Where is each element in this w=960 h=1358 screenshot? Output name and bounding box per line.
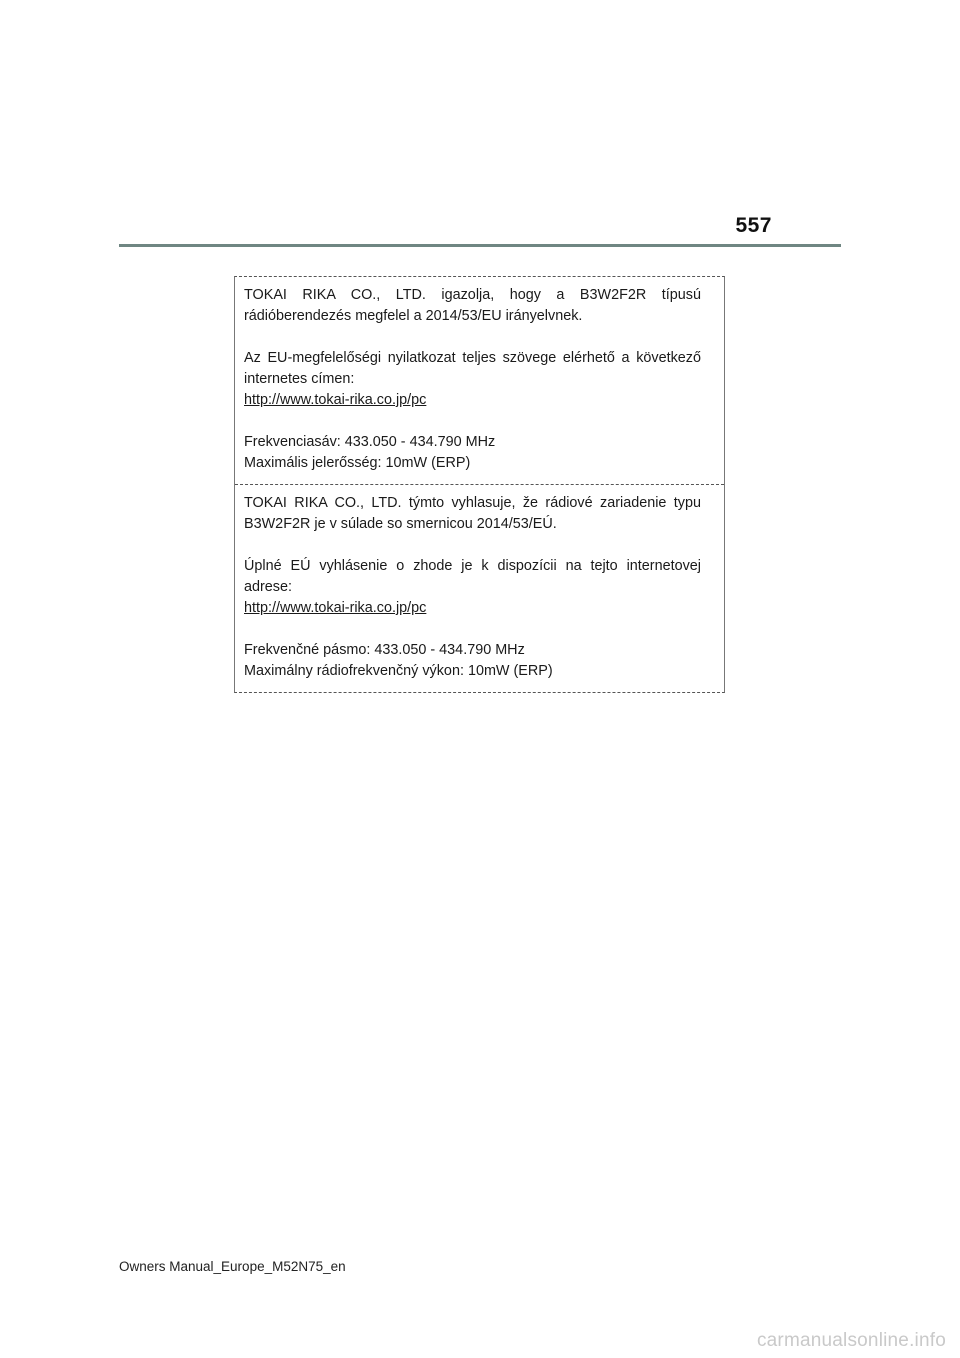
hungarian-availability-text: Az EU-megfelelőségi nyilatkozat teljes szövege elérhető a következő internetes címen: [244,350,701,387]
slovak-frequency: Frekvenčné pásmo: 433.050 - 434.790 MHz [244,642,525,658]
hungarian-specs [244,432,701,474]
slovak-declaration: TOKAI RIKA CO., LTD. týmto vyhlasuje, že rádiové zariadenie typu B3W2F2R je v súlade so smernicou 2014/53/EÚ. [244,495,701,532]
slovak-availability-text: Úplné EÚ vyhlásenie o zhode je k dispozícii na tejto internetovej adrese: [244,558,701,595]
hungarian-declaration: TOKAI RIKA CO., LTD. igazolja, hogy a B3W2F2R típusú rádióberendezés megfelel a 2014/53/EU irányelvnek. [244,287,701,324]
declaration-notice-box [234,276,725,693]
slovak-power: Maximálny rádiofrekvenčný výkon: 10mW (ERP) [244,663,553,679]
manual-footer: Owners Manual_Europe_M52N75_en [119,1259,346,1274]
site-watermark: carmanualsonline.info [756,1330,946,1351]
hungarian-power: Maximális jelerősség: 10mW (ERP) [244,455,471,471]
hungarian-notice [235,277,724,484]
hungarian-frequency: Frekvenciasáv: 433.050 - 434.790 MHz [244,434,496,450]
slovak-availability [244,556,701,619]
slovak-notice [235,484,724,692]
header-rule [119,244,841,247]
hungarian-url-link[interactable]: http://www.tokai-rika.co.jp/pc [244,392,427,408]
slovak-specs [244,640,701,682]
page-number: 557 [735,214,772,237]
slovak-url-link[interactable]: http://www.tokai-rika.co.jp/pc [244,600,427,616]
hungarian-availability [244,348,701,411]
